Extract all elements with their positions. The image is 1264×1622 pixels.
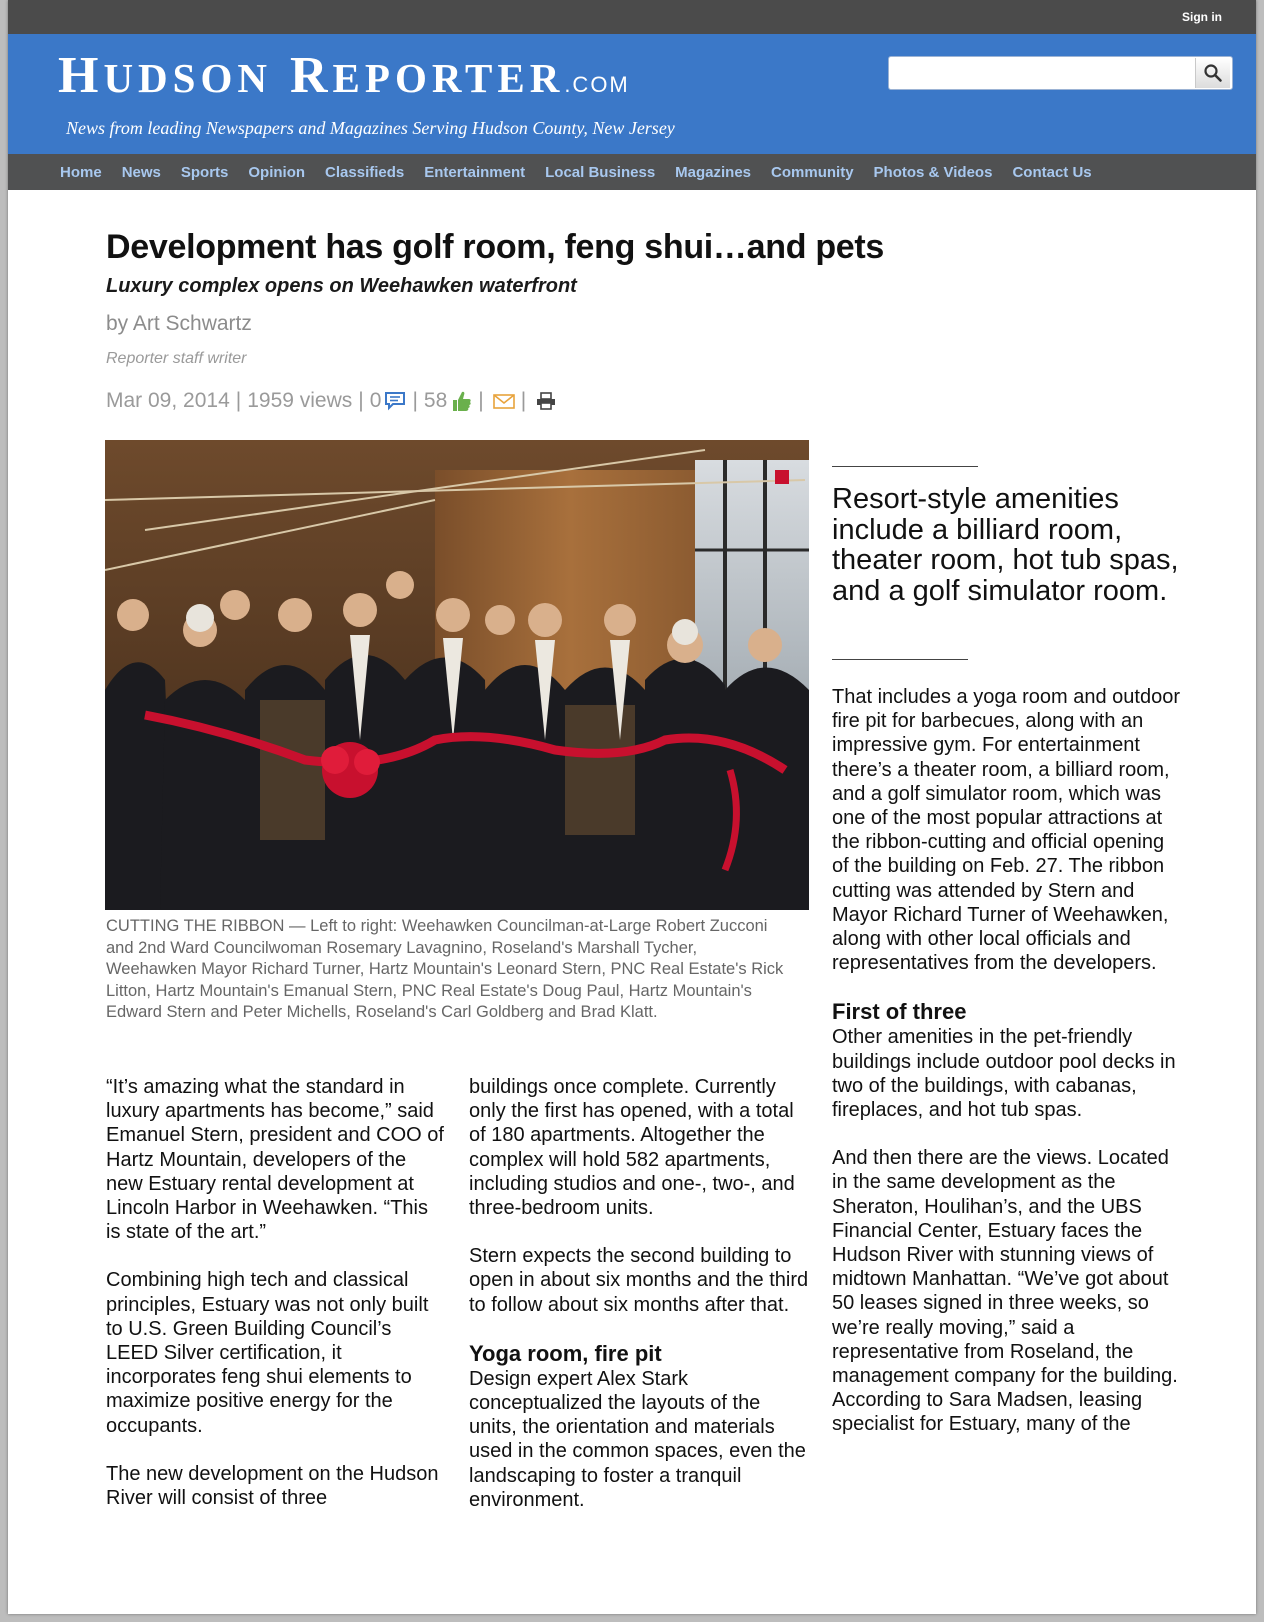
meta-separator: | — [358, 389, 364, 412]
nav-photos-videos[interactable]: Photos & Videos — [873, 163, 993, 181]
logo-h: H — [58, 47, 104, 104]
paragraph: “It’s amazing what the standard in luxury apartments has become,” said Emanuel Stern, president and COO of Hartz Mountain, developers of the new Estuary rental development at Lincoln Harbor in Weehawken. “This is state of the art.” — [106, 1076, 444, 1244]
main-nav — [8, 154, 1256, 190]
photo-caption: CUTTING THE RIBBON — Left to right: Weehawken Councilman-at-Large Robert Zucconi and 2nd Ward Councilwoman Rosemary Lavagnino, Roseland's Marshall Tycher, Weehawken Mayor Richard Turner, Hartz Mountain's Leonard Stern, PNC Real Estate's Rick Litton, Hartz Mountain's Emanual Stern, PNC Real Estate's Doug Paul, Hartz Mountain's Edward Stern and Peter Michells, Roseland's Carl Goldberg and Brad Klatt. — [106, 917, 784, 1021]
nav-contact-us[interactable]: Contact Us — [1012, 163, 1092, 181]
site-logo[interactable] — [58, 47, 630, 104]
article-byline[interactable]: by Art Schwartz — [106, 312, 252, 335]
article-date: Mar 09, 2014 — [106, 389, 230, 412]
paragraph: Other amenities in the pet-friendly buildings include outdoor pool decks in two of the buildings, with cabanas, fireplaces, and hot tub spas. — [832, 1026, 1176, 1122]
article-photo[interactable] — [105, 440, 809, 910]
meta-separator: | — [235, 389, 242, 412]
nav-home[interactable]: Home — [60, 163, 102, 181]
search-input[interactable] — [889, 57, 1189, 89]
search-button[interactable] — [1195, 58, 1230, 88]
paragraph: That includes a yoga room and outdoor fire pit for barbecues, along with an impressive gym. For entertainment there’s a theater room, a billiard room, and a golf simulator room, which was one of the most popular attractions at the ribbon-cutting and official opening of the building on Feb. 27. The ribbon cutting was attended by Stern and Mayor Richard Turner of Weehawken, along with other local officials and representatives from the developers. — [832, 686, 1180, 975]
view-count: 1959 views — [247, 389, 353, 412]
comment-icon[interactable] — [384, 391, 406, 411]
magnifier-icon — [1203, 63, 1223, 83]
nav-local-business[interactable]: Local Business — [545, 163, 656, 181]
sign-in-link[interactable]: Sign in — [1182, 10, 1222, 24]
paragraph: The new development on the Hudson River will consist of three — [106, 1462, 439, 1510]
comment-count[interactable]: 0 — [369, 389, 382, 412]
paragraph: Combining high tech and classical principles, Estuary was not only built to U.S. Green Building Council’s LEED Silver certification, it incorporates feng shui elements to maximize positive energy for the occupants. — [106, 1269, 429, 1437]
paragraph: And then there are the views. Located in the same development as the Sheraton, Houlihan’s, and the UBS Financial Center, Estuary faces the Hudson River with stunning views of midtown Manhattan. “We’ve got about 50 leases signed in three weeks, so we’re really moving,” said a representative from Roseland, the management company for the building. According to Sara Madsen, leasing specialist for Estuary, many of the — [832, 1147, 1178, 1436]
paragraph: Stern expects the second building to open in about six months and the third to follow about six months after that. — [469, 1245, 809, 1316]
page — [8, 0, 1256, 1614]
logo-r: R — [289, 47, 333, 104]
pullquote-rule-top — [832, 466, 978, 467]
paragraph: buildings once complete. Currently only the first has opened, with a total of 180 apartments. Altogether the complex will hold 582 apartments, including studios and one-, two-, and three-bedroom units. — [469, 1076, 795, 1220]
meta-separator: | — [520, 389, 527, 412]
nav-classifieds[interactable]: Classifieds — [325, 163, 405, 181]
site-tagline: News from leading Newspapers and Magazines Serving Hudson County, New Jersey — [66, 118, 675, 138]
email-icon[interactable] — [493, 393, 515, 409]
section-heading: First of three — [832, 999, 967, 1025]
nav-opinion[interactable]: Opinion — [248, 163, 306, 181]
nav-magazines[interactable]: Magazines — [675, 163, 752, 181]
masthead — [8, 34, 1256, 154]
article-column-1 — [106, 1075, 446, 1534]
nav-sports[interactable]: Sports — [180, 163, 229, 181]
section-heading: Yoga room, fire pit — [469, 1340, 662, 1366]
thumbs-up-icon[interactable] — [450, 389, 472, 413]
pull-quote: Resort-style amenities include a billiard room, theater room, hot tub spas, and a golf simulator room. — [832, 483, 1179, 607]
logo-eporter: EPORTER — [332, 55, 565, 101]
article-subhead: Luxury complex opens on Weehawken waterfront — [106, 275, 577, 297]
paragraph: Design expert Alex Stark conceptualized the layouts of the units, the orientation and materials used in the common spaces, even the landscaping to foster a tranquil environment. — [469, 1367, 806, 1511]
article-headline: Development has golf room, feng shui…and pets — [106, 228, 885, 266]
search-box — [888, 56, 1233, 90]
article-column-2 — [469, 1075, 809, 1536]
logo-udson: UDSON — [103, 55, 272, 101]
print-icon[interactable] — [535, 392, 557, 410]
nav-news[interactable]: News — [121, 163, 161, 181]
article-meta — [106, 386, 557, 416]
meta-separator: | — [412, 389, 418, 412]
top-bar — [8, 0, 1256, 34]
nav-community[interactable]: Community — [771, 163, 854, 181]
logo-dotcom: .COM — [564, 72, 630, 97]
article-column-3 — [832, 685, 1182, 1461]
pullquote-rule-bottom — [832, 659, 968, 660]
meta-separator: | — [478, 389, 484, 412]
like-count: 58 — [423, 389, 448, 412]
nav-entertainment[interactable]: Entertainment — [424, 163, 526, 181]
author-role: Reporter staff writer — [106, 350, 247, 367]
